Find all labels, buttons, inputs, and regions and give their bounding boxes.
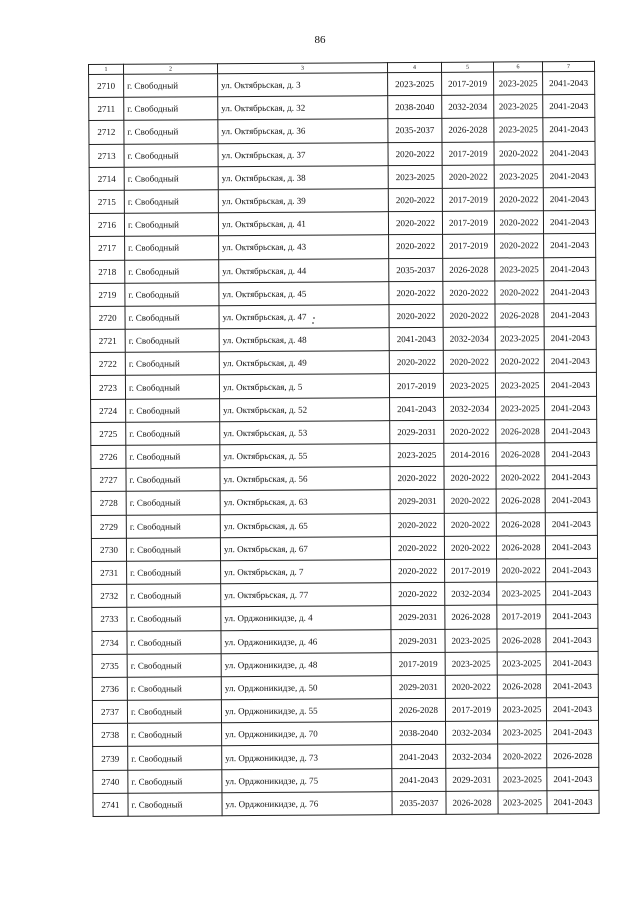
- period-5-cell: 2020-2022: [444, 466, 496, 490]
- city-cell: г. Свободный: [128, 769, 222, 793]
- page-number: 86: [314, 34, 326, 46]
- period-6-cell: 2023-2025: [494, 164, 543, 187]
- scan-artifact: [312, 322, 314, 324]
- table-row: [89, 118, 595, 144]
- period-7-cell: 2041-2043: [546, 582, 598, 606]
- period-4-cell: 2026-2028: [391, 698, 445, 722]
- period-4-cell: 2029-2031: [390, 420, 444, 444]
- period-6-cell: 2026-2028: [496, 535, 545, 558]
- row-number-cell: 2719: [90, 283, 125, 306]
- row-number-cell: 2732: [92, 584, 127, 607]
- period-7-cell: 2041-2043: [545, 396, 597, 420]
- period-7-cell: 2041-2043: [543, 71, 595, 95]
- period-4-cell: 2041-2043: [390, 397, 444, 421]
- period-4-cell: 2020-2022: [390, 467, 444, 491]
- table-row: [89, 211, 595, 237]
- row-number-cell: 2714: [89, 167, 124, 190]
- address-cell: ул. Октябрьская, д. 44: [219, 258, 389, 282]
- scan-artifact: [313, 317, 315, 319]
- city-cell: г. Свободный: [128, 723, 222, 747]
- period-7-cell: 2041-2043: [544, 303, 596, 327]
- period-7-cell: 2041-2043: [544, 350, 596, 374]
- period-6-cell: 2020-2022: [496, 466, 545, 489]
- row-number-cell: 2724: [91, 399, 126, 422]
- period-4-cell: 2020-2022: [391, 559, 445, 583]
- period-6-cell: 2020-2022: [494, 188, 543, 211]
- period-4-cell: 2035-2037: [392, 791, 446, 815]
- table-row: [93, 767, 599, 793]
- address-cell: ул. Октябрьская, д. 7: [221, 560, 391, 584]
- period-7-cell: 2041-2043: [543, 187, 595, 211]
- table-row: [89, 164, 595, 190]
- period-4-cell: 2020-2022: [390, 513, 444, 537]
- table-row: [91, 419, 597, 445]
- housing-registry-table: [88, 61, 600, 817]
- table-row: [89, 71, 595, 97]
- period-6-cell: 2023-2025: [498, 721, 547, 744]
- period-7-cell: 2041-2043: [545, 466, 597, 490]
- period-4-cell: 2017-2019: [391, 652, 445, 676]
- period-6-cell: 2026-2028: [496, 443, 545, 466]
- period-4-cell: 2017-2019: [389, 374, 443, 398]
- period-4-cell: 2038-2040: [388, 96, 442, 120]
- row-number-cell: 2723: [90, 376, 125, 399]
- city-cell: г. Свободный: [126, 537, 220, 561]
- period-5-cell: 2032-2034: [444, 397, 496, 421]
- period-4-cell: 2041-2043: [392, 768, 446, 792]
- table-row: [91, 512, 597, 538]
- address-cell: ул. Октябрьская, д. 49: [219, 351, 389, 375]
- period-6-cell: 2023-2025: [498, 791, 547, 814]
- period-4-cell: 2029-2031: [390, 490, 444, 514]
- period-7-cell: 2041-2043: [544, 373, 596, 397]
- period-6-cell: 2023-2025: [497, 651, 546, 674]
- address-cell: ул. Октябрьская, д. 56: [220, 467, 390, 491]
- period-6-cell: 2026-2028: [496, 420, 545, 443]
- table-row: [90, 257, 596, 283]
- city-cell: г. Свободный: [128, 746, 222, 770]
- period-5-cell: 2020-2022: [443, 304, 495, 328]
- period-6-cell: 2026-2028: [496, 489, 545, 512]
- period-7-cell: 2041-2043: [547, 790, 599, 814]
- address-cell: ул. Октябрьская, д. 55: [220, 444, 390, 468]
- period-6-cell: 2020-2022: [498, 744, 547, 767]
- period-4-cell: 2029-2031: [391, 675, 445, 699]
- period-7-cell: 2041-2043: [545, 535, 597, 559]
- period-4-cell: 2020-2022: [389, 281, 443, 305]
- period-7-cell: 2041-2043: [544, 326, 596, 350]
- period-5-cell: 2020-2022: [442, 165, 494, 189]
- period-4-cell: 2020-2022: [389, 304, 443, 328]
- row-number-cell: 2718: [90, 260, 125, 283]
- row-number-cell: 2740: [93, 770, 128, 793]
- address-cell: ул. Октябрьская, д. 36: [218, 119, 388, 143]
- city-cell: г. Свободный: [125, 282, 219, 306]
- row-number-cell: 2728: [91, 492, 126, 515]
- period-4-cell: 2020-2022: [388, 211, 442, 235]
- period-5-cell: 2023-2025: [445, 652, 497, 676]
- period-4-cell: 2041-2043: [392, 745, 446, 769]
- city-cell: г. Свободный: [124, 97, 218, 121]
- address-cell: ул. Орджоникидзе, д. 73: [222, 745, 392, 769]
- row-number-cell: 2737: [92, 700, 127, 723]
- row-number-cell: 2726: [91, 445, 126, 468]
- row-number-cell: 2711: [89, 97, 124, 120]
- table-row: [91, 489, 597, 515]
- address-cell: ул. Октябрьская, д. 63: [220, 490, 390, 514]
- row-number-cell: 2738: [93, 724, 128, 747]
- row-number-cell: 2739: [93, 747, 128, 770]
- city-cell: г. Свободный: [124, 143, 218, 167]
- city-cell: г. Свободный: [125, 306, 219, 330]
- period-7-cell: 2041-2043: [543, 118, 595, 142]
- period-4-cell: 2041-2043: [389, 327, 443, 351]
- period-5-cell: 2020-2022: [443, 281, 495, 305]
- row-number-cell: 2727: [91, 468, 126, 491]
- period-7-cell: 2041-2043: [546, 605, 598, 629]
- period-5-cell: 2014-2016: [444, 443, 496, 467]
- address-cell: ул. Октябрьская, д. 47: [219, 305, 389, 329]
- table-row: [91, 535, 597, 561]
- city-cell: г. Свободный: [127, 700, 221, 724]
- period-7-cell: 2041-2043: [543, 95, 595, 119]
- row-number-cell: 2741: [93, 793, 128, 816]
- period-5-cell: 2032-2034: [443, 327, 495, 351]
- period-4-cell: 2020-2022: [389, 235, 443, 259]
- city-cell: г. Свободный: [126, 422, 220, 446]
- table-row: [89, 141, 595, 167]
- period-7-cell: 2041-2043: [543, 211, 595, 235]
- address-cell: ул. Орджоникидзе, д. 50: [221, 676, 391, 700]
- table-row: [90, 303, 596, 329]
- row-number-cell: 2710: [89, 74, 124, 97]
- period-7-cell: 2041-2043: [547, 721, 599, 745]
- period-5-cell: 2032-2034: [446, 721, 498, 745]
- period-7-cell: 2041-2043: [545, 489, 597, 513]
- address-cell: ул. Октябрьская, д. 77: [221, 583, 391, 607]
- period-7-cell: 2041-2043: [544, 257, 596, 281]
- period-6-cell: 2023-2025: [498, 767, 547, 790]
- period-5-cell: 2026-2028: [443, 258, 495, 282]
- period-6-cell: 2020-2022: [494, 141, 543, 164]
- address-cell: ул. Октябрьская, д. 3: [218, 73, 388, 97]
- period-6-cell: 2023-2025: [495, 373, 544, 396]
- city-cell: г. Свободный: [126, 514, 220, 538]
- period-6-cell: 2020-2022: [497, 559, 546, 582]
- period-6-cell: 2026-2028: [497, 628, 546, 651]
- period-5-cell: 2023-2025: [443, 373, 495, 397]
- row-number-cell: 2721: [90, 329, 125, 352]
- column-number: 2: [124, 64, 218, 75]
- city-cell: г. Свободный: [126, 445, 220, 469]
- period-6-cell: 2023-2025: [494, 95, 543, 118]
- period-4-cell: 2038-2040: [392, 722, 446, 746]
- city-cell: г. Свободный: [127, 607, 221, 631]
- period-7-cell: 2041-2043: [543, 141, 595, 165]
- row-number-cell: 2720: [90, 306, 125, 329]
- city-cell: г. Свободный: [125, 375, 219, 399]
- address-cell: ул. Октябрьская, д. 67: [220, 536, 390, 560]
- period-5-cell: 2017-2019: [442, 142, 494, 166]
- table-row: [92, 697, 598, 723]
- address-cell: ул. Орджоникидзе, д. 55: [221, 699, 391, 723]
- period-4-cell: 2035-2037: [389, 258, 443, 282]
- period-6-cell: 2023-2025: [494, 118, 543, 141]
- period-5-cell: 2020-2022: [444, 513, 496, 537]
- period-4-cell: 2029-2031: [391, 629, 445, 653]
- row-number-cell: 2736: [92, 677, 127, 700]
- period-7-cell: 2041-2043: [545, 419, 597, 443]
- table-row: [90, 373, 596, 399]
- period-4-cell: 2020-2022: [389, 351, 443, 375]
- period-7-cell: 2041-2043: [546, 697, 598, 721]
- period-6-cell: 2026-2028: [497, 675, 546, 698]
- address-cell: ул. Орджоникидзе, д. 75: [222, 768, 392, 792]
- address-cell: ул. Орджоникидзе, д. 76: [222, 791, 392, 815]
- period-4-cell: 2023-2025: [388, 72, 442, 96]
- address-cell: ул. Октябрьская, д. 32: [218, 96, 388, 120]
- table-row: [92, 605, 598, 631]
- period-7-cell: 2041-2043: [546, 628, 598, 652]
- table-row: [93, 744, 599, 770]
- table-row: [92, 628, 598, 654]
- address-cell: ул. Октябрьская, д. 65: [220, 513, 390, 537]
- address-cell: ул. Октябрьская, д. 5: [219, 374, 389, 398]
- period-6-cell: 2023-2025: [497, 698, 546, 721]
- period-4-cell: 2020-2022: [391, 582, 445, 606]
- address-cell: ул. Октябрьская, д. 43: [219, 235, 389, 259]
- address-cell: ул. Октябрьская, д. 53: [220, 420, 390, 444]
- period-6-cell: 2023-2025: [496, 396, 545, 419]
- period-4-cell: 2023-2025: [388, 165, 442, 189]
- period-7-cell: 2041-2043: [546, 558, 598, 582]
- column-number: 4: [387, 62, 441, 72]
- column-number: 6: [493, 62, 542, 72]
- row-number-cell: 2716: [89, 213, 124, 236]
- city-cell: г. Свободный: [125, 329, 219, 353]
- row-number-cell: 2733: [92, 608, 127, 631]
- address-cell: ул. Октябрьская, д. 38: [218, 165, 388, 189]
- city-cell: г. Свободный: [126, 491, 220, 515]
- period-4-cell: 2020-2022: [388, 142, 442, 166]
- period-5-cell: 2017-2019: [442, 72, 494, 96]
- period-6-cell: 2026-2028: [495, 304, 544, 327]
- address-cell: ул. Октябрьская, д. 48: [219, 328, 389, 352]
- table-row: [93, 790, 599, 816]
- row-number-cell: 2725: [91, 422, 126, 445]
- address-cell: ул. Октябрьская, д. 41: [218, 212, 388, 236]
- city-cell: г. Свободный: [127, 584, 221, 608]
- city-cell: г. Свободный: [127, 653, 221, 677]
- period-5-cell: 2026-2028: [446, 791, 498, 815]
- table-row: [92, 582, 598, 608]
- row-number-cell: 2731: [92, 561, 127, 584]
- city-cell: г. Свободный: [125, 259, 219, 283]
- period-5-cell: 2020-2022: [443, 350, 495, 374]
- table-row: [91, 466, 597, 492]
- table-row: [93, 721, 599, 747]
- period-5-cell: 2017-2019: [442, 211, 494, 235]
- period-6-cell: 2017-2019: [497, 605, 546, 628]
- period-5-cell: 2032-2034: [445, 582, 497, 606]
- city-cell: г. Свободный: [128, 793, 222, 817]
- address-cell: ул. Октябрьская, д. 45: [219, 281, 389, 305]
- period-6-cell: 2023-2025: [495, 327, 544, 350]
- city-cell: г. Свободный: [124, 74, 218, 98]
- period-6-cell: 2020-2022: [495, 280, 544, 303]
- period-6-cell: 2020-2022: [494, 211, 543, 234]
- table-row: [92, 651, 598, 677]
- table-row: [90, 350, 596, 376]
- table-row: [89, 95, 595, 121]
- period-5-cell: 2017-2019: [442, 188, 494, 212]
- city-cell: г. Свободный: [126, 398, 220, 422]
- period-4-cell: 2029-2031: [391, 606, 445, 630]
- period-5-cell: 2020-2022: [444, 420, 496, 444]
- city-cell: г. Свободный: [125, 236, 219, 260]
- period-6-cell: 2020-2022: [495, 234, 544, 257]
- period-6-cell: 2023-2025: [497, 582, 546, 605]
- period-5-cell: 2026-2028: [442, 118, 494, 142]
- period-5-cell: 2023-2025: [445, 629, 497, 653]
- city-cell: г. Свободный: [127, 630, 221, 654]
- city-cell: г. Свободный: [124, 166, 218, 190]
- city-cell: г. Свободный: [125, 352, 219, 376]
- period-4-cell: 2035-2037: [388, 119, 442, 143]
- city-cell: г. Свободный: [127, 677, 221, 701]
- table-row: [90, 326, 596, 352]
- city-cell: г. Свободный: [127, 561, 221, 585]
- address-cell: ул. Октябрьская, д. 37: [218, 142, 388, 166]
- period-4-cell: 2020-2022: [388, 188, 442, 212]
- table-row: [90, 280, 596, 306]
- period-5-cell: 2017-2019: [443, 234, 495, 258]
- address-cell: ул. Октябрьская, д. 52: [220, 397, 390, 421]
- table-row: [92, 558, 598, 584]
- period-5-cell: 2032-2034: [446, 744, 498, 768]
- period-7-cell: 2041-2043: [545, 442, 597, 466]
- row-number-cell: 2730: [91, 538, 126, 561]
- period-7-cell: 2041-2043: [543, 164, 595, 188]
- city-cell: г. Свободный: [126, 468, 220, 492]
- period-7-cell: 2041-2043: [546, 651, 598, 675]
- table-row: [91, 396, 597, 422]
- city-cell: г. Свободный: [124, 120, 218, 144]
- row-number-cell: 2735: [92, 654, 127, 677]
- period-5-cell: 2029-2031: [446, 768, 498, 792]
- row-number-cell: 2729: [91, 515, 126, 538]
- address-cell: ул. Орджоникидзе, д. 4: [221, 606, 391, 630]
- table-row: [92, 674, 598, 700]
- period-6-cell: 2020-2022: [495, 350, 544, 373]
- address-cell: ул. Орджоникидзе, д. 48: [221, 652, 391, 676]
- row-number-cell: 2722: [90, 353, 125, 376]
- period-4-cell: 2023-2025: [390, 443, 444, 467]
- period-7-cell: 2026-2028: [547, 744, 599, 768]
- row-number-cell: 2715: [89, 190, 124, 213]
- period-5-cell: 2020-2022: [444, 536, 496, 560]
- period-6-cell: 2023-2025: [494, 72, 543, 95]
- table-row: [91, 442, 597, 468]
- column-number: 7: [542, 61, 594, 71]
- city-cell: г. Свободный: [124, 190, 218, 214]
- period-4-cell: 2020-2022: [390, 536, 444, 560]
- address-cell: ул. Орджоникидзе, д. 70: [222, 722, 392, 746]
- period-6-cell: 2023-2025: [495, 257, 544, 280]
- period-7-cell: 2041-2043: [547, 767, 599, 791]
- address-cell: ул. Орджоникидзе, д. 46: [221, 629, 391, 653]
- row-number-cell: 2713: [89, 144, 124, 167]
- period-5-cell: 2017-2019: [445, 698, 497, 722]
- column-number: 3: [218, 63, 388, 74]
- period-5-cell: 2020-2022: [444, 489, 496, 513]
- period-5-cell: 2017-2019: [445, 559, 497, 583]
- row-number-cell: 2712: [89, 121, 124, 144]
- period-5-cell: 2032-2034: [442, 95, 494, 119]
- column-number: 1: [89, 64, 124, 74]
- period-7-cell: 2041-2043: [544, 280, 596, 304]
- city-cell: г. Свободный: [124, 213, 218, 237]
- period-6-cell: 2026-2028: [496, 512, 545, 535]
- period-7-cell: 2041-2043: [544, 234, 596, 258]
- row-number-cell: 2734: [92, 631, 127, 654]
- address-cell: ул. Октябрьская, д. 39: [218, 189, 388, 213]
- table-row: [89, 187, 595, 213]
- period-5-cell: 2026-2028: [445, 605, 497, 629]
- period-7-cell: 2041-2043: [545, 512, 597, 536]
- period-7-cell: 2041-2043: [546, 674, 598, 698]
- column-number: 5: [441, 62, 493, 72]
- row-number-cell: 2717: [90, 237, 125, 260]
- table-row: [90, 234, 596, 260]
- period-5-cell: 2020-2022: [445, 675, 497, 699]
